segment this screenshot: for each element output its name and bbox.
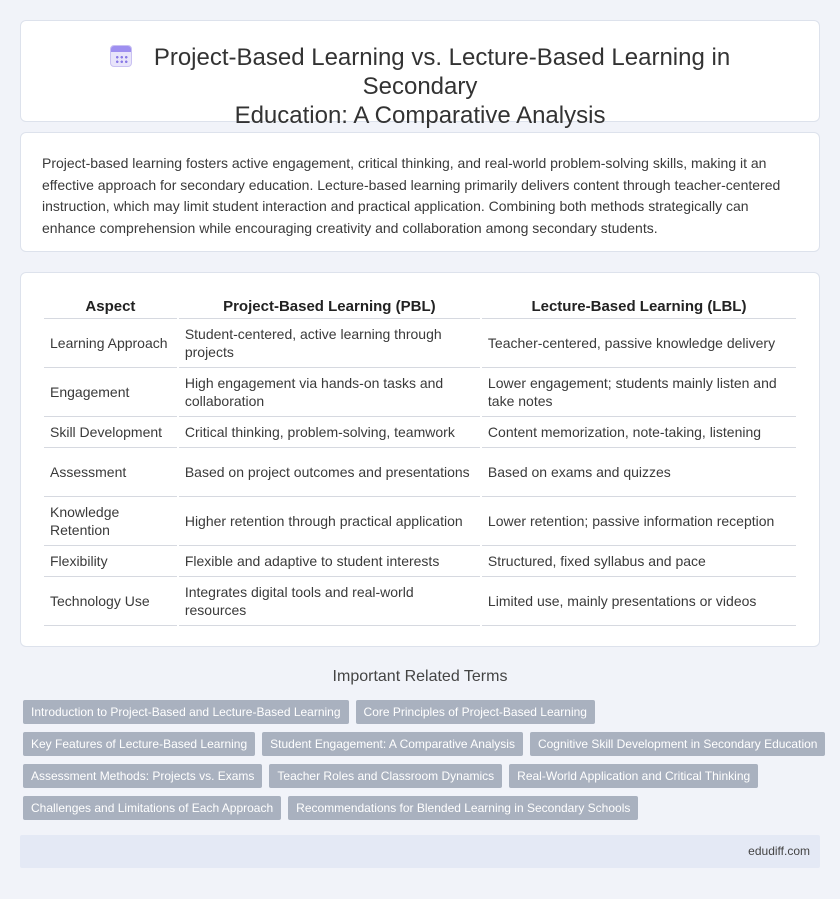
header-aspect: Aspect (44, 295, 177, 319)
page-title-line1: Project-Based Learning vs. Lecture-Based Learning in Secondary (153, 44, 731, 100)
table-row (44, 577, 796, 626)
footer (20, 835, 820, 868)
intro-card (20, 132, 820, 252)
table-cell-lbl: Content memorization, note-taking, listening (482, 417, 796, 448)
table-row (44, 497, 796, 546)
related-term-tag[interactable]: Student Engagement: A Comparative Analysis (262, 732, 523, 756)
related-term-tag[interactable]: Real-World Application and Critical Thinking (509, 764, 758, 788)
table-cell-aspect: Assessment (44, 448, 177, 497)
table-row (44, 368, 796, 417)
header-card (20, 20, 820, 129)
related-term-tag[interactable]: Challenges and Limitations of Each Approach (23, 796, 281, 820)
footer-site-link[interactable]: edudiff.com (748, 844, 810, 858)
table-cell-lbl: Lower retention; passive information reception (482, 497, 796, 546)
table-cell-aspect: Learning Approach (44, 319, 177, 368)
page-title (21, 43, 819, 130)
table-cell-aspect: Flexibility (44, 546, 177, 577)
table-cell-aspect: Technology Use (44, 577, 177, 626)
related-terms-title: Important Related Terms (332, 668, 508, 685)
header-lbl: Lecture-Based Learning (LBL) (482, 295, 796, 319)
table-cell-pbl: High engagement via hands-on tasks and collaboration (179, 368, 480, 417)
related-term-tag[interactable]: Assessment Methods: Projects vs. Exams (23, 764, 262, 788)
table-cell-aspect: Skill Development (44, 417, 177, 448)
table-cell-pbl: Critical thinking, problem-solving, teamwork (179, 417, 480, 448)
table-cell-pbl: Integrates digital tools and real-world resources (179, 577, 480, 626)
related-term-tag[interactable]: Introduction to Project-Based and Lecture-Based Learning (23, 700, 349, 724)
table-cell-lbl: Teacher-centered, passive knowledge delivery (482, 319, 796, 368)
related-term-tag[interactable]: Recommendations for Blended Learning in Secondary Schools (288, 796, 638, 820)
related-term-tag[interactable]: Key Features of Lecture-Based Learning (23, 732, 255, 756)
table-cell-aspect: Knowledge Retention (44, 497, 177, 546)
table-cell-pbl: Higher retention through practical application (179, 497, 480, 546)
table-row (44, 448, 796, 497)
page-title-line2: Education: A Comparative Analysis (234, 102, 606, 129)
table-cell-aspect: Engagement (44, 368, 177, 417)
table-row (44, 546, 796, 577)
table-row (44, 319, 796, 368)
table-cell-lbl: Structured, fixed syllabus and pace (482, 546, 796, 577)
table-cell-lbl: Lower engagement; students mainly listen and take notes (482, 368, 796, 417)
table-cell-pbl: Flexible and adaptive to student interests (179, 546, 480, 577)
table-cell-lbl: Limited use, mainly presentations or videos (482, 577, 796, 626)
related-terms-list (23, 700, 823, 828)
related-term-tag[interactable]: Teacher Roles and Classroom Dynamics (269, 764, 502, 788)
calendar-icon (110, 45, 132, 67)
table-cell-lbl: Based on exams and quizzes (482, 448, 796, 497)
table-row (44, 417, 796, 448)
table-cell-pbl: Based on project outcomes and presentations (179, 448, 480, 497)
comparison-table (42, 295, 798, 626)
table-cell-pbl: Student-centered, active learning through projects (179, 319, 480, 368)
related-term-tag[interactable]: Core Principles of Project-Based Learning (356, 700, 595, 724)
comparison-table-card (20, 272, 820, 647)
table-header-row (44, 295, 796, 319)
header-pbl: Project-Based Learning (PBL) (179, 295, 480, 319)
related-term-tag[interactable]: Cognitive Skill Development in Secondary Education (530, 732, 826, 756)
intro-paragraph: Project-based learning fosters active engagement, critical thinking, and real-world problem-solving skills, making it an effective approach for secondary education. Lecture-based learning primarily delivers content through teacher-centered instruction, which may limit student interaction and practical application. Combining both methods strategically can enhance comprehension while encouraging creativity and collaboration among secondary students. (42, 155, 781, 236)
